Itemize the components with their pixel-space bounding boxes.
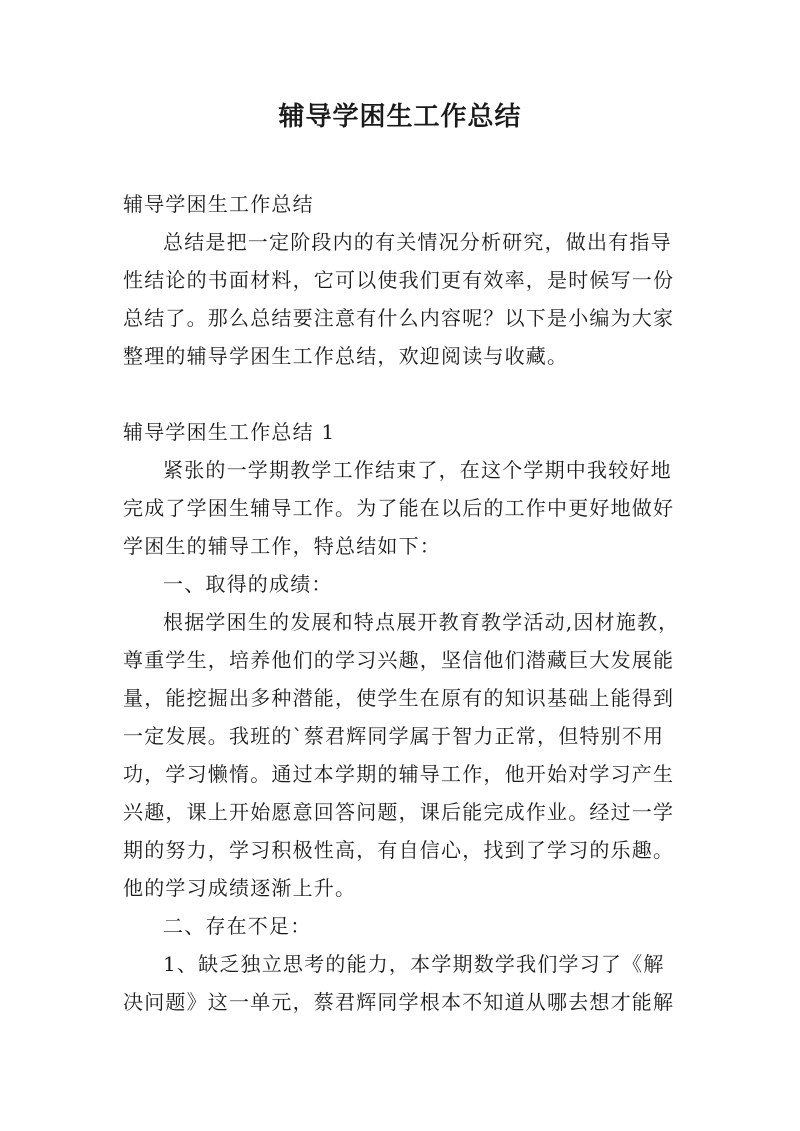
paragraph-line: 兴趣，课上开始愿意回答问题，课后能完成作业。经过一学 — [123, 800, 675, 824]
paragraph-line: 完成了学困生辅导工作。为了能在以后的工作中更好地做好 — [123, 496, 675, 520]
paragraph-line: 决问题》这一单元，蔡君辉同学根本不知道从哪去想才能解 — [123, 990, 675, 1014]
document-title: 辅导学困生工作总结 — [278, 102, 522, 132]
paragraph-line: 学困生的辅导工作，特总结如下： — [123, 534, 441, 558]
paragraph-line: 总结了。那么总结要注意有什么内容呢？以下是小编为大家 — [123, 306, 675, 330]
paragraph-line: 整理的辅导学困生工作总结，欢迎阅读与收藏。 — [123, 344, 569, 368]
paragraph-line: 他的学习成绩逐渐上升。 — [123, 876, 357, 900]
section-heading: 辅导学困生工作总结 1 — [123, 420, 336, 444]
paragraph-line: 根据学困生的发展和特点展开教育教学活动,因材施教， — [163, 610, 680, 634]
paragraph-line: 一定发展。我班的`蔡君辉同学属于智力正常，但特别不用 — [123, 724, 665, 748]
paragraph-line: 1、缺乏独立思考的能力，本学期数学我们学习了《解 — [163, 952, 665, 976]
paragraph-line: 功，学习懒惰。通过本学期的辅导工作，他开始对学习产生 — [123, 762, 675, 786]
subsection-heading: 一、取得的成绩： — [163, 572, 333, 596]
paragraph-line: 紧张的一学期教学工作结束了，在这个学期中我较好地 — [163, 458, 672, 482]
subtitle: 辅导学困生工作总结 — [123, 192, 314, 216]
paragraph-line: 性结论的书面材料，它可以使我们更有效率，是时候写一份 — [123, 268, 675, 292]
subsection-heading: 二、存在不足： — [163, 914, 312, 938]
paragraph-line: 总结是把一定阶段内的有关情况分析研究，做出有指导 — [163, 230, 672, 254]
paragraph-line: 期的努力，学习积极性高，有自信心，找到了学习的乐趣。 — [123, 838, 675, 862]
paragraph-line: 尊重学生，培养他们的学习兴趣，坚信他们潜藏巨大发展能 — [123, 648, 675, 672]
paragraph-line: 量，能挖掘出多种潜能，使学生在原有的知识基础上能得到 — [123, 686, 675, 710]
